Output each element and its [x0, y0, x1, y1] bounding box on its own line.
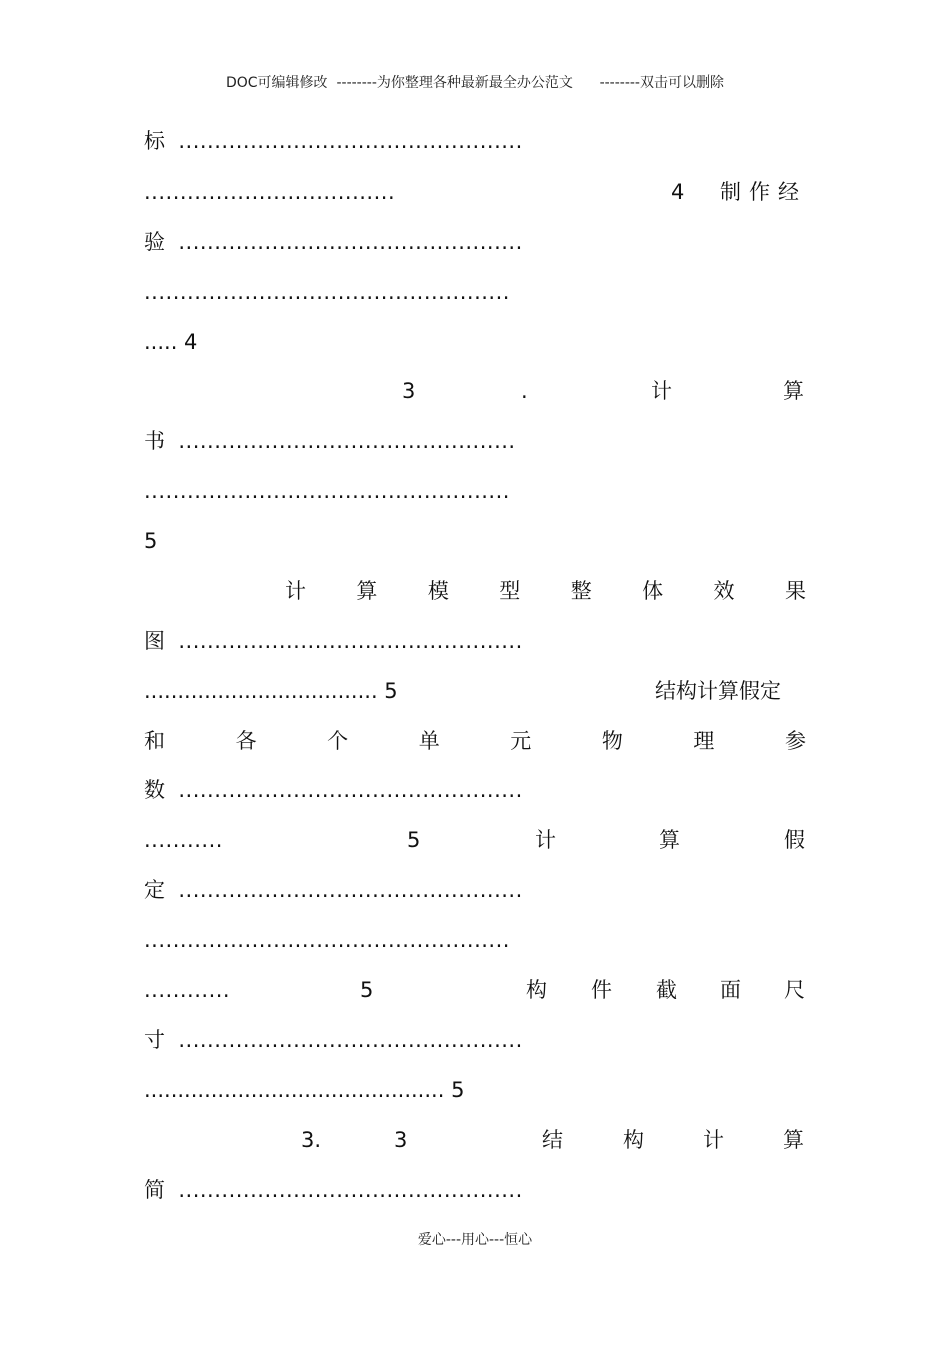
toc-section-number: 3 [402, 379, 416, 403]
toc-entry-title: 结构计算假定 [655, 679, 781, 703]
toc-leader-dots: ................................................ [178, 1178, 523, 1202]
toc-leader-dots: ................................................... [144, 479, 510, 503]
toc-char: 计 [535, 828, 556, 852]
toc-leader-dots: ................................... [144, 180, 396, 204]
toc-char: 标 [144, 129, 165, 153]
toc-line [144, 1173, 806, 1207]
toc-line [144, 225, 806, 259]
toc-char: 简 [144, 1178, 165, 1202]
toc-line [144, 474, 806, 508]
toc-char: 物 [601, 729, 623, 753]
toc-line [144, 1073, 806, 1107]
toc-char: 计 [651, 379, 672, 403]
toc-leader-dots: ................................................... [144, 280, 510, 304]
toc-leader-dots: ................................................ [178, 778, 523, 802]
toc-line [144, 923, 806, 957]
toc-page-number: 4 [671, 180, 685, 204]
toc-char: 各 [235, 729, 257, 753]
toc-entry-title: 制作经 [720, 180, 807, 204]
toc-char: 书 [144, 429, 165, 453]
toc-char: 元 [510, 729, 532, 753]
toc-char: 面 [720, 978, 741, 1002]
toc-char: 假 [784, 828, 805, 852]
toc-char: 算 [783, 379, 804, 403]
toc-leader-dots: ................................................ [178, 1028, 523, 1052]
toc-char: 寸 [144, 1028, 165, 1052]
toc-line [144, 175, 806, 209]
toc-char: 和 [144, 729, 165, 753]
toc-page-number: 5 [407, 828, 421, 852]
toc-line [144, 424, 806, 458]
toc-char: 数 [144, 778, 165, 802]
toc-section-number: 3. [301, 1128, 322, 1152]
toc-char: 定 [144, 878, 165, 902]
toc-line [144, 773, 806, 807]
toc-line [144, 1123, 806, 1157]
toc-char: 效 [713, 579, 735, 603]
toc-line [144, 973, 806, 1007]
toc-char: 件 [591, 978, 612, 1002]
toc-char: 计 [703, 1128, 724, 1152]
toc-char: 体 [642, 579, 664, 603]
toc-section-number: 3 [394, 1128, 408, 1152]
toc-line [285, 574, 806, 608]
toc-char: 单 [418, 729, 440, 753]
toc-char: 图 [144, 629, 165, 653]
toc-char: 参 [784, 729, 806, 753]
toc-page-ref: ................................... 5 [144, 679, 398, 703]
toc-page-number: 5 [144, 529, 158, 553]
toc-char: 果 [784, 579, 806, 603]
toc-char: 结 [542, 1128, 563, 1152]
toc-line [144, 724, 806, 758]
toc-leader-dots: ................................................... [144, 928, 510, 952]
toc-char: 尺 [784, 978, 805, 1002]
toc-page-ref: ............................................. 5 [144, 1078, 465, 1102]
toc-line [144, 524, 806, 558]
toc-leader-dots: ............................................... [178, 429, 516, 453]
toc-char: 验 [144, 230, 165, 254]
toc-page-number: 5 [360, 978, 374, 1002]
toc-leader-dots: ........... [144, 828, 223, 852]
toc-char: 算 [659, 828, 680, 852]
toc-line [144, 674, 806, 708]
toc-char: 计 [285, 579, 306, 603]
toc-line [144, 325, 806, 359]
toc-leader-dots: ................................................ [178, 629, 523, 653]
toc-line [144, 374, 806, 408]
toc-line [144, 823, 806, 857]
toc-leader-dots: ................................................ [178, 230, 523, 254]
toc-line [144, 124, 806, 158]
toc-char: 截 [656, 978, 677, 1002]
toc-char: 个 [327, 729, 349, 753]
page-footer: 爱心---用心---恒心 [417, 1232, 533, 1248]
toc-char: 整 [570, 579, 592, 603]
toc-char: 算 [356, 579, 378, 603]
page-header: DOC可编辑修改 --------为你整理各种最新最全办公范文 --------双击可以删除 [225, 75, 724, 91]
toc-char: 型 [499, 579, 521, 603]
toc-leader-dots: ................................................ [178, 878, 523, 902]
toc-line [144, 873, 806, 907]
toc-char: 构 [526, 978, 547, 1002]
toc-char: 算 [783, 1128, 804, 1152]
toc-section-dot: . [521, 379, 528, 403]
toc-char: 模 [427, 579, 449, 603]
toc-page-ref: ..... 4 [144, 330, 198, 354]
toc-leader-dots: ................................................ [178, 129, 523, 153]
toc-line [144, 275, 806, 309]
toc-line [144, 1023, 806, 1057]
toc-line [144, 624, 806, 658]
toc-leader-dots: ............ [144, 978, 231, 1002]
toc-char: 理 [693, 729, 715, 753]
toc-char: 构 [623, 1128, 644, 1152]
